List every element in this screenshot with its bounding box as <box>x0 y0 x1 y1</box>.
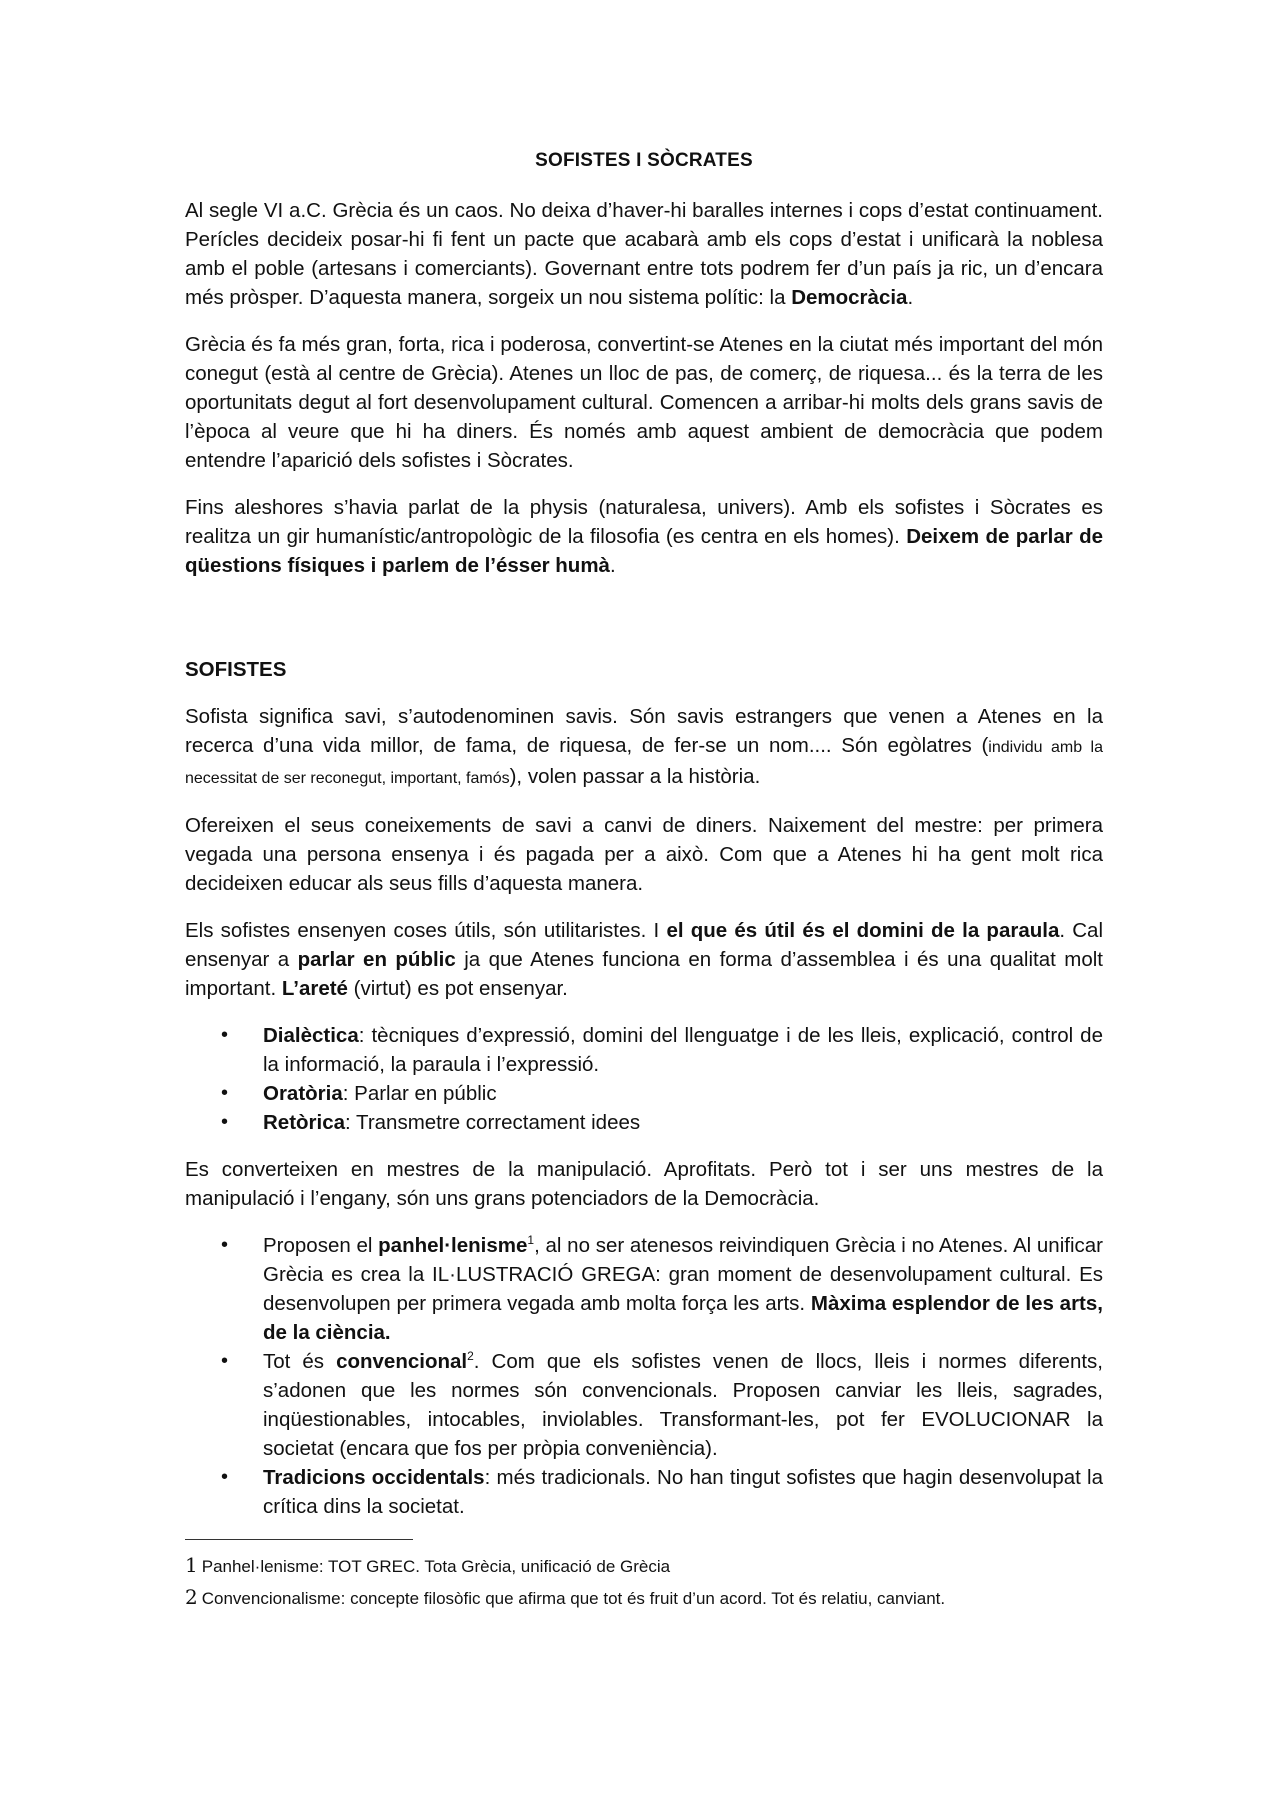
text: ja que Atenes funciona en forma d’assemblea i és una qualitat molt important. <box>185 948 1103 1000</box>
bold-text: Màxima esplendor de les arts, de la ciència. <box>263 1292 1103 1344</box>
text: (virtut) es pot ensenyar. <box>347 977 568 1000</box>
text: . <box>609 554 616 577</box>
list-term: Oratòria <box>263 1082 343 1105</box>
bold-text: L’areté <box>281 977 348 1000</box>
footnote-text: Panhel·lenisme: TOT GREC. Tota Grècia, unificació de Grècia <box>201 1557 671 1576</box>
text: Al segle VI a.C. Grècia és un caos. No deixa d’haver-hi baralles internes i cops d’estat continuament. Perícles decideix posar-hi fi fent un pacte que acabarà amb els cops d’estat i unificarà la noblesa amb el poble (artesans i comerciants). Governant entre tots podrem fer d’un país ja ric, un d’encara més pròsper. D’aquesta manera, sorgeix un nou sistema polític: la <box>185 199 1103 309</box>
page-title: SOFISTES I SÒCRATES <box>535 150 753 171</box>
list-text: : tècniques d’expressió, domini del llenguatge i de les lleis, explicació, control de la informació, la paraula i l’expressió. <box>263 1024 1103 1076</box>
footnote-2 <box>185 1582 1103 1614</box>
text: . Cal ensenyar a <box>185 919 1103 971</box>
contributions-list <box>185 1231 1103 1521</box>
intro-paragraph-2: Grècia és fa més gran, forta, rica i poderosa, convertint-se Atenes en la ciutat més important del món conegut (està al centre de Grècia). Atenes un lloc de pas, de comerç, de riquesa... és la terra de les oportunitats degut al fort desenvolupament cultural. Comencen a arribar-hi molts dels grans savis de l’època al veure que hi ha diners. És només amb aquest ambient de democràcia que podem entendre l’aparició dels sofistes i Sòcrates. <box>185 333 1103 472</box>
list-term: Dialèctica <box>263 1024 359 1047</box>
small-text: individu amb la necessitat de ser reconegut, important, famós <box>185 739 1103 787</box>
bold-text: parlar en públic <box>297 948 456 971</box>
list-item <box>263 1079 1103 1108</box>
text: . Com que els sofistes venen de llocs, lleis i normes diferents, s’adonen que les normes són convencionals. Proposen canviar les lleis, sagrades, inqüestionables, intocables, inviolables. Transformant-les, pot fer EVOLUCIONAR la societat (encara que fos per pròpia conveniència). <box>263 1350 1103 1460</box>
list-text: : Transmetre correctament idees <box>345 1111 641 1134</box>
footnote-ref[interactable]: 1 <box>527 1233 535 1248</box>
intro-paragraph-1 <box>185 196 1103 312</box>
footnote-number: 1 <box>185 1553 198 1577</box>
footnote-number: 2 <box>185 1585 198 1609</box>
footnote-ref[interactable]: 2 <box>467 1349 474 1364</box>
bold-text: Deixem de parlar de qüestions físiques i parlem de l’ésser humà <box>185 525 1103 577</box>
sofistes-paragraph-1 <box>185 702 1103 793</box>
text: , al no ser atenesos reivindiquen Grècia i no Atenes. Al unificar Grècia es crea la IL·LUSTRACIÓ GREGA: gran moment de desenvolupament cultural. Es desenvolupen per primera vegada amb molta força les arts. <box>263 1234 1103 1315</box>
list-item <box>263 1021 1103 1079</box>
text: ), volen passar a la història. <box>509 765 761 788</box>
footnote-divider <box>185 1539 413 1540</box>
sofistes-paragraph-3 <box>185 916 1103 1003</box>
list-item <box>263 1463 1103 1521</box>
list-item <box>263 1347 1103 1463</box>
text: Tot és <box>263 1350 337 1373</box>
bold-text: Tradicions occidentals <box>263 1466 485 1489</box>
sofistes-paragraph-2: Ofereixen el seus coneixements de savi a canvi de diners. Naixement del mestre: per primera vegada una persona ensenya i és pagada per a això. Com que a Atenes hi ha gent molt rica decideixen educar als seus fills d’aquesta manera. <box>185 814 1103 895</box>
intro-paragraph-3 <box>185 493 1103 580</box>
document-page <box>185 150 1103 1614</box>
text: Els sofistes ensenyen coses útils, són utilitaristes. I <box>185 919 667 942</box>
list-term: Retòrica <box>263 1111 346 1134</box>
bold-text: panhel·lenisme <box>378 1234 528 1257</box>
list-item <box>263 1108 1103 1137</box>
footnote-text: Convencionalisme: concepte filosòfic que afirma que tot és fruit d’un acord. Tot és relatiu, canviant. <box>201 1589 946 1608</box>
list-text: : Parlar en públic <box>342 1082 497 1105</box>
sofistes-paragraph-4: Es converteixen en mestres de la manipulació. Aprofitats. Però tot i ser uns mestres de la manipulació i l’engany, són uns grans potenciadors de la Democràcia. <box>185 1158 1103 1210</box>
text: Proposen el <box>263 1234 379 1257</box>
text: : més tradicionals. No han tingut sofistes que hagin desenvolupat la crítica dins la societat. <box>263 1466 1104 1518</box>
bold-text: el que és útil és el domini de la paraula <box>666 919 1060 942</box>
footnote-1 <box>185 1550 1103 1582</box>
bold-text: Democràcia <box>791 286 908 309</box>
list-item <box>263 1231 1103 1347</box>
section-heading-sofistes: SOFISTES <box>185 658 287 681</box>
text: Sofista significa savi, s’autodenominen savis. Són savis estrangers que venen a Atenes en la recerca d’una vida millor, de fama, de riquesa, de fer-se un nom.... Són egòlatres ( <box>185 705 1103 757</box>
text: Fins aleshores s’havia parlat de la physis (naturalesa, univers). Amb els sofistes i Sòcrates es realitza un gir humanístic/antropològic de la filosofia (es centra en els homes). <box>185 496 1103 548</box>
skills-list <box>185 1021 1103 1137</box>
bold-text: convencional <box>336 1350 468 1373</box>
text: . <box>907 286 914 309</box>
